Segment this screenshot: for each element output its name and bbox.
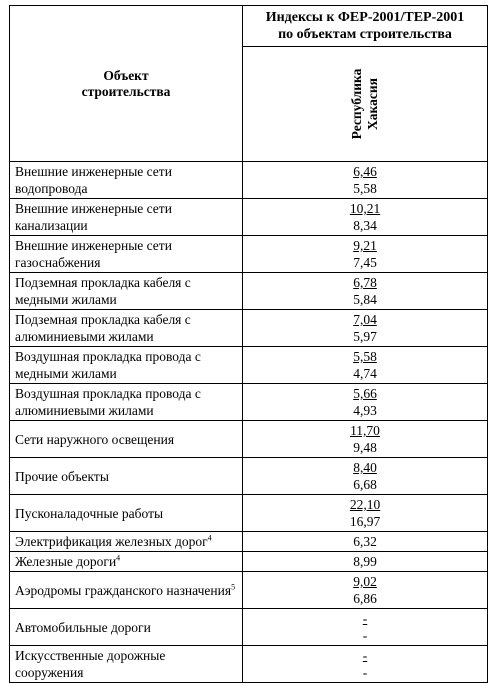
index-numerator: 6,46 (353, 164, 377, 179)
table-row (10, 421, 488, 458)
index-numerator: 7,04 (353, 312, 377, 327)
object-name: Автомобильные дороги (15, 619, 151, 635)
index-value-cell (243, 532, 488, 552)
object-name-cell (10, 552, 243, 572)
index-value-cell (243, 347, 488, 384)
table-body (10, 162, 488, 683)
table-row (10, 646, 488, 683)
object-name: Внешние инженерные сети водопровода (15, 164, 172, 196)
indices-header-line1: Индексы к ФЕР-2001/ТЕР-2001 (265, 10, 465, 25)
index-denominator: 4,93 (353, 403, 377, 418)
object-name: Внешние инженерные сети газоснабжения (15, 238, 172, 270)
object-name-cell (10, 572, 243, 609)
index-fraction (243, 647, 487, 681)
index-value: 6,32 (353, 534, 377, 549)
index-denominator: 8,34 (353, 218, 377, 233)
index-numerator: 5,66 (353, 386, 377, 401)
index-denominator: - (362, 665, 368, 680)
index-denominator: 4,74 (353, 366, 377, 381)
index-value-cell (243, 495, 488, 532)
table-row (10, 552, 488, 572)
object-name: Железные дороги (15, 554, 117, 569)
footnote-marker: 4 (116, 553, 121, 563)
index-numerator: - (362, 611, 368, 626)
index-fraction (243, 385, 487, 419)
object-name-cell (10, 421, 243, 458)
object-header-line2: строительства (81, 83, 171, 99)
index-denominator: 7,45 (353, 255, 377, 270)
region-header-rotated (349, 69, 381, 140)
index-value-cell (243, 236, 488, 273)
object-column-header (10, 6, 243, 162)
index-fraction (243, 163, 487, 197)
object-name-cell (10, 347, 243, 384)
index-denominator: 6,68 (353, 477, 377, 492)
object-name: Сети наружного освещения (15, 431, 175, 447)
index-numerator: 6,78 (353, 275, 377, 290)
index-numerator: 9,21 (353, 238, 377, 253)
table-row (10, 532, 488, 552)
table-row (10, 495, 488, 532)
index-numerator: 10,21 (349, 201, 381, 216)
footnote-marker: 4 (207, 533, 212, 543)
object-name: Внешние инженерные сети канализации (15, 201, 172, 233)
object-name-cell (10, 458, 243, 495)
index-value: 8,99 (353, 554, 377, 569)
index-fraction (243, 200, 487, 234)
index-denominator: 5,58 (353, 181, 377, 196)
index-value-cell (243, 552, 488, 572)
index-denominator: - (362, 628, 368, 643)
region-header-line2: Хакасия (365, 78, 380, 130)
object-name-cell (10, 236, 243, 273)
index-table-container (9, 5, 487, 683)
index-fraction (243, 610, 487, 644)
footnote-marker: 5 (231, 582, 236, 591)
indices-column-header (243, 6, 488, 47)
index-value-cell (243, 646, 488, 683)
object-name: Пусконаладочные работы (15, 505, 164, 521)
region-column-header (243, 47, 488, 162)
object-name-cell (10, 162, 243, 199)
index-fraction (243, 496, 487, 530)
object-name: Воздушная прокладка провода с медными жилами (15, 349, 201, 381)
index-numerator: 22,10 (349, 497, 381, 512)
object-name: Воздушная прокладка провода с алюминиевыми жилами (15, 386, 201, 418)
table-row (10, 572, 488, 609)
table-row (10, 236, 488, 273)
index-fraction (243, 459, 487, 493)
table-row (10, 347, 488, 384)
index-numerator: - (362, 648, 368, 663)
index-fraction (243, 573, 487, 607)
object-name: Искусственные дорожные сооружения (15, 648, 166, 680)
table-row (10, 310, 488, 347)
region-header-line1: Республика (349, 68, 364, 140)
object-name-cell (10, 646, 243, 683)
index-value-cell (243, 609, 488, 646)
index-numerator: 11,70 (350, 423, 380, 438)
table-row (10, 162, 488, 199)
object-name-cell (10, 384, 243, 421)
index-fraction (243, 311, 487, 345)
object-name: Электрификация железных дорог (15, 534, 208, 549)
index-denominator: 5,84 (353, 292, 377, 307)
index-value-cell (243, 458, 488, 495)
object-header-line1: Объект (103, 67, 149, 83)
index-value-cell (243, 384, 488, 421)
indices-header-line2: по объектам строительства (278, 27, 452, 42)
object-name-cell (10, 495, 243, 532)
index-denominator: 6,86 (353, 591, 377, 606)
index-denominator: 5,97 (353, 329, 377, 344)
index-table (9, 5, 488, 683)
table-row (10, 199, 488, 236)
index-fraction (243, 422, 487, 456)
index-value-cell (243, 199, 488, 236)
table-row (10, 609, 488, 646)
index-value-cell (243, 572, 488, 609)
index-value-cell (243, 310, 488, 347)
object-name-cell (10, 273, 243, 310)
index-denominator: 9,48 (353, 440, 377, 455)
index-numerator: 5,58 (353, 349, 377, 364)
index-value-cell (243, 162, 488, 199)
table-row (10, 273, 488, 310)
object-name: Прочие объекты (15, 468, 109, 484)
object-name-cell (10, 532, 243, 552)
object-name-cell (10, 310, 243, 347)
table-row (10, 458, 488, 495)
index-fraction (243, 274, 487, 308)
object-name: Аэродромы гражданского назначения (15, 582, 232, 598)
index-fraction (243, 237, 487, 271)
object-name: Подземная прокладка кабеля с алюминиевыми жилами (15, 312, 191, 344)
index-denominator: 16,97 (349, 514, 381, 529)
table-row (10, 384, 488, 421)
index-numerator: 8,40 (353, 460, 377, 475)
object-name-cell (10, 199, 243, 236)
index-value-cell (243, 421, 488, 458)
index-fraction (243, 348, 487, 382)
object-name-cell (10, 609, 243, 646)
object-name: Подземная прокладка кабеля с медными жилами (15, 275, 191, 307)
index-value-cell (243, 273, 488, 310)
index-numerator: 9,02 (353, 574, 377, 589)
